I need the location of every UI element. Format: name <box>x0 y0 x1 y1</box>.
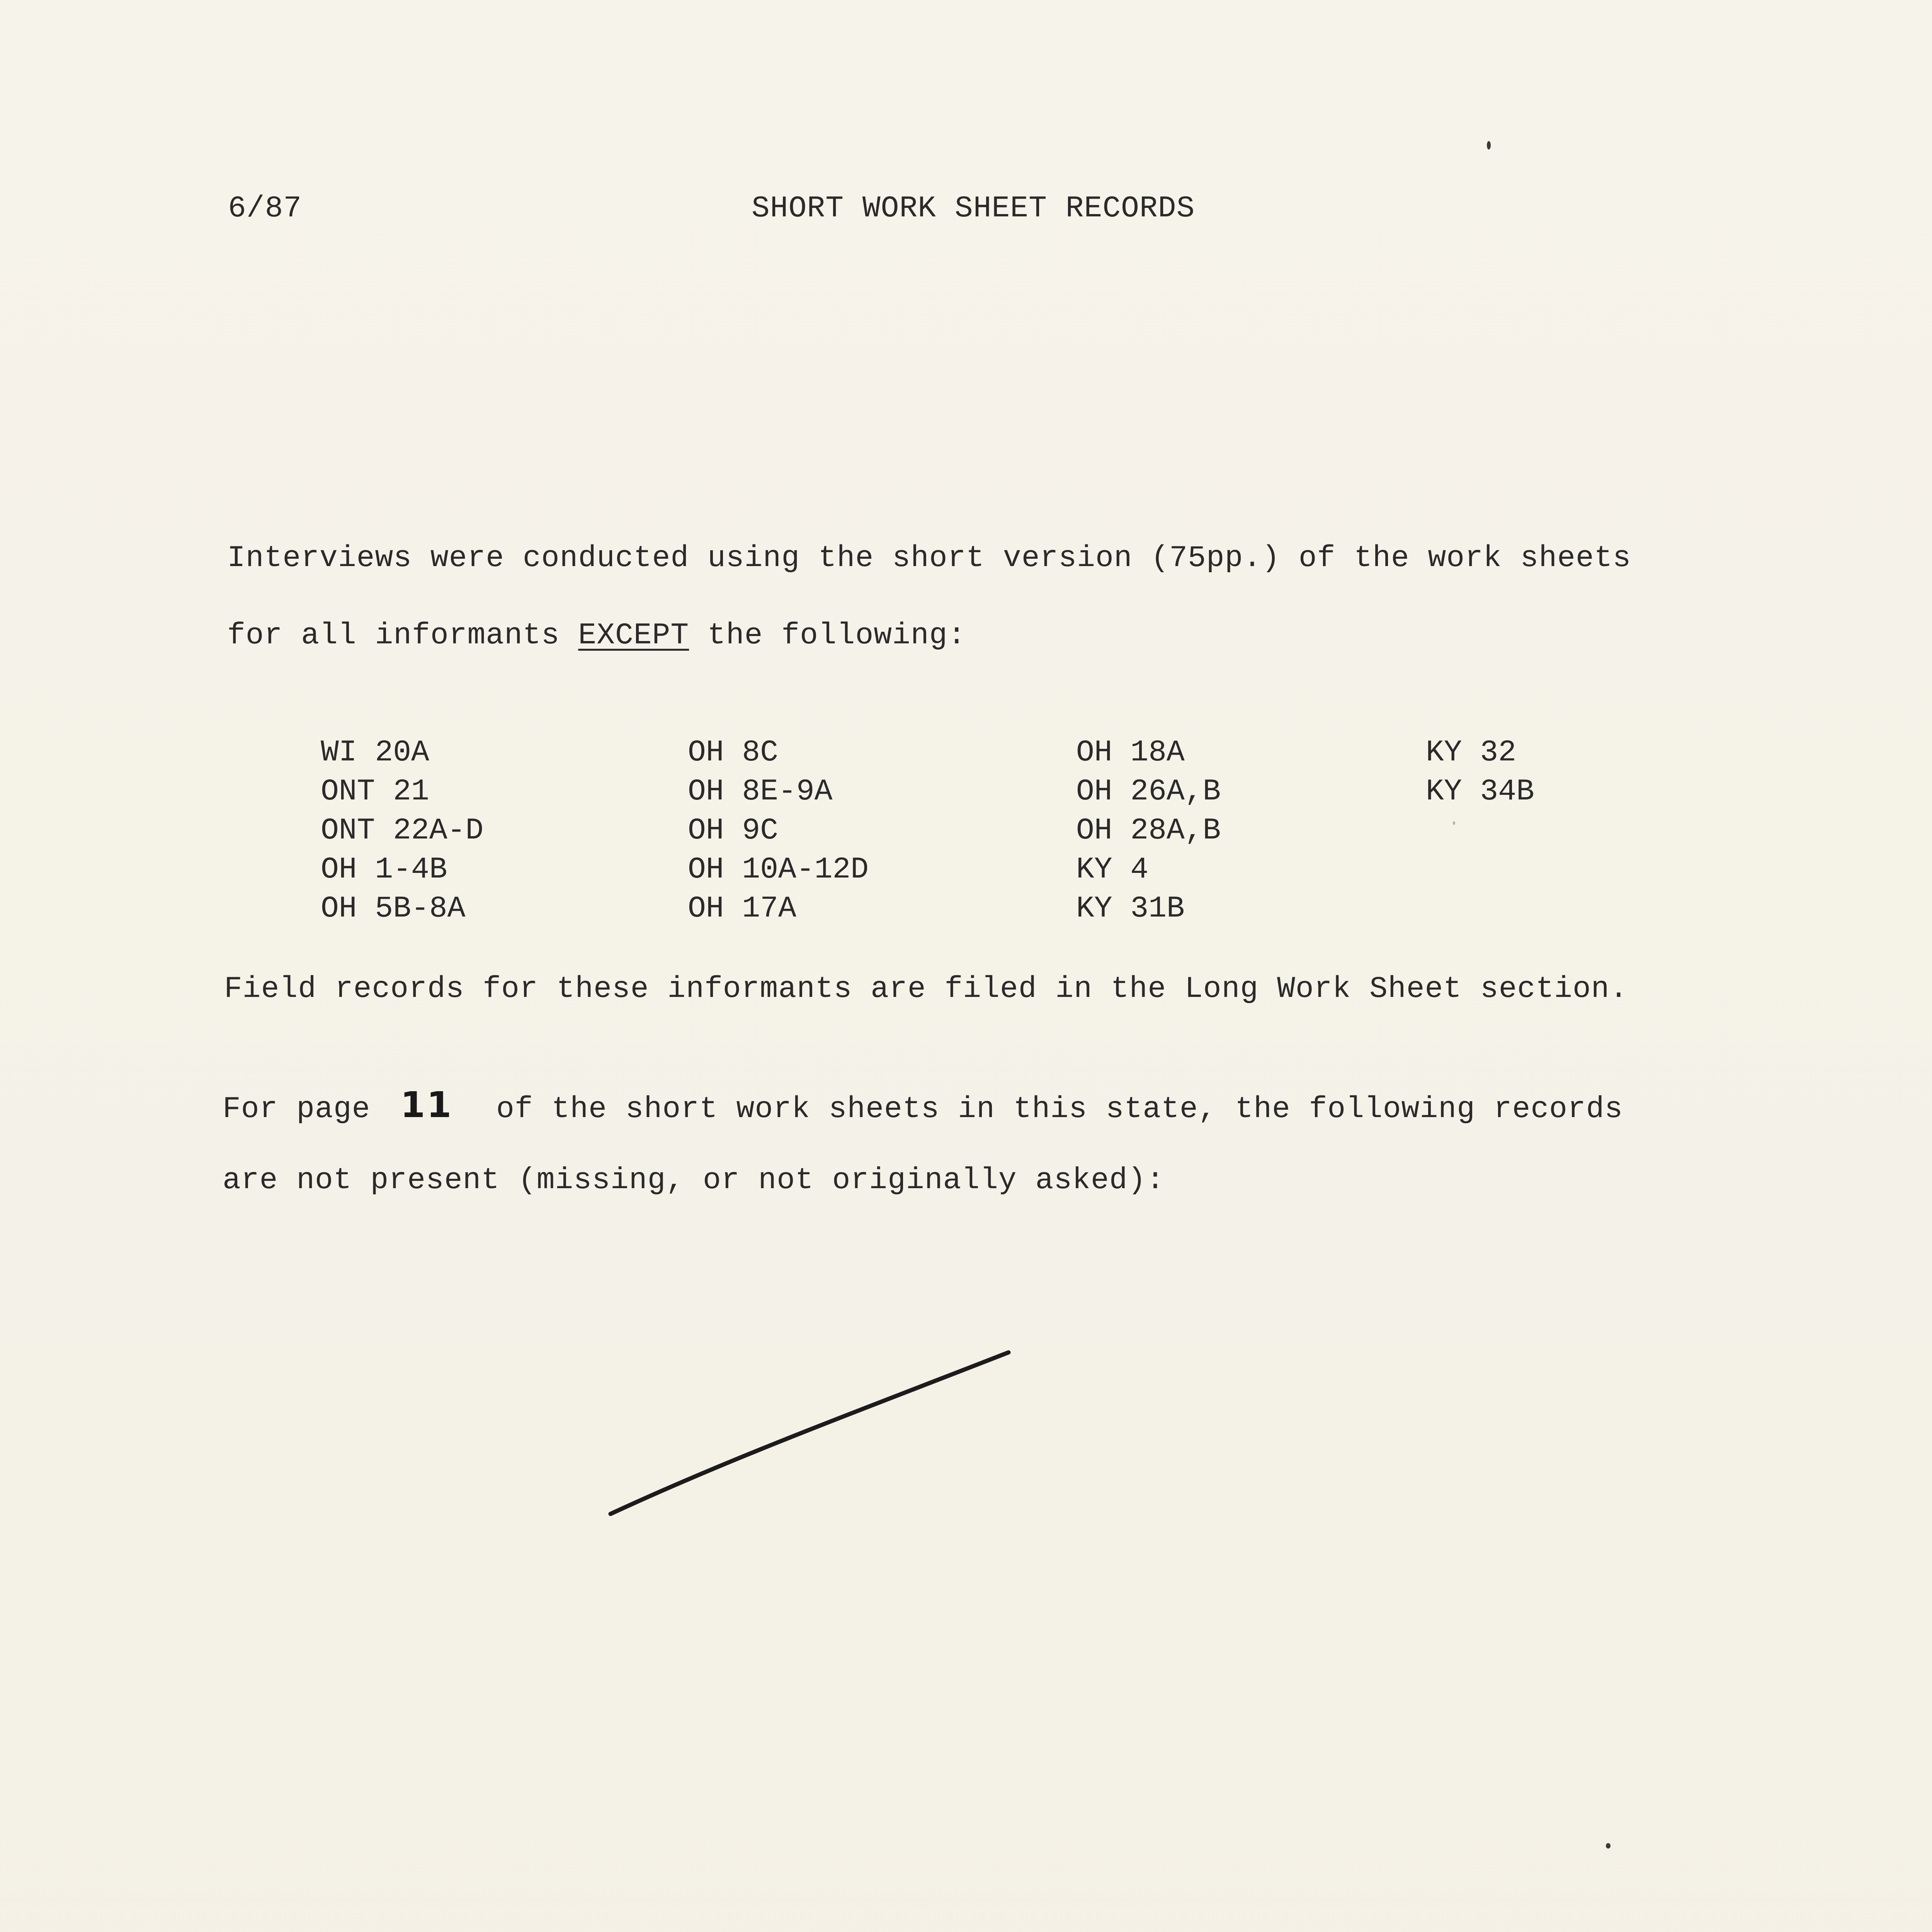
informant-code: KY 34B <box>1426 775 1534 809</box>
informant-code: KY 31B <box>1076 892 1185 926</box>
informant-code: OH 9C <box>688 814 779 848</box>
intro-line-2-end: the following: <box>689 619 966 653</box>
paper-speck <box>1606 1843 1611 1849</box>
field-records-note: Field records for these informants are filed in the Long Work Sheet section. <box>224 972 1628 1006</box>
missing-line-start: For page <box>223 1092 389 1126</box>
document-date: 6/87 <box>228 192 302 226</box>
intro-line-2-start: for all informants <box>227 619 578 653</box>
informant-code: OH 10A-12D <box>688 853 869 887</box>
informant-code: WI 20A <box>321 736 429 770</box>
missing-records-line-2: are not present (missing, or not originally asked): <box>223 1163 1165 1197</box>
except-emphasis: EXCEPT <box>578 619 689 653</box>
informant-code: OH 5B-8A <box>321 892 466 926</box>
informant-code: ONT 22A-D <box>321 814 484 848</box>
informant-code: ONT 21 <box>321 775 429 809</box>
informant-code: OH 1-4B <box>321 853 447 887</box>
intro-line-1: Interviews were conducted using the short version (75pp.) of the work sheets <box>227 541 1631 575</box>
informant-code: OH 17A <box>688 892 796 926</box>
informant-code: OH 8E-9A <box>688 775 833 809</box>
informant-code: KY 4 <box>1076 853 1149 887</box>
handwritten-page-number: 11 <box>400 1084 453 1126</box>
document-title: SHORT WORK SHEET RECORDS <box>752 192 1195 226</box>
informant-code: KY 32 <box>1426 736 1517 770</box>
missing-line-end: of the short work sheets in this state, the following records <box>478 1092 1623 1126</box>
informant-code: OH 18A <box>1076 736 1185 770</box>
informant-code: OH 28A,B <box>1076 814 1221 848</box>
paper-speck <box>1487 141 1491 150</box>
paper-speck <box>1453 821 1455 825</box>
informant-code: OH 8C <box>688 736 779 770</box>
informant-code: OH 26A,B <box>1076 775 1221 809</box>
